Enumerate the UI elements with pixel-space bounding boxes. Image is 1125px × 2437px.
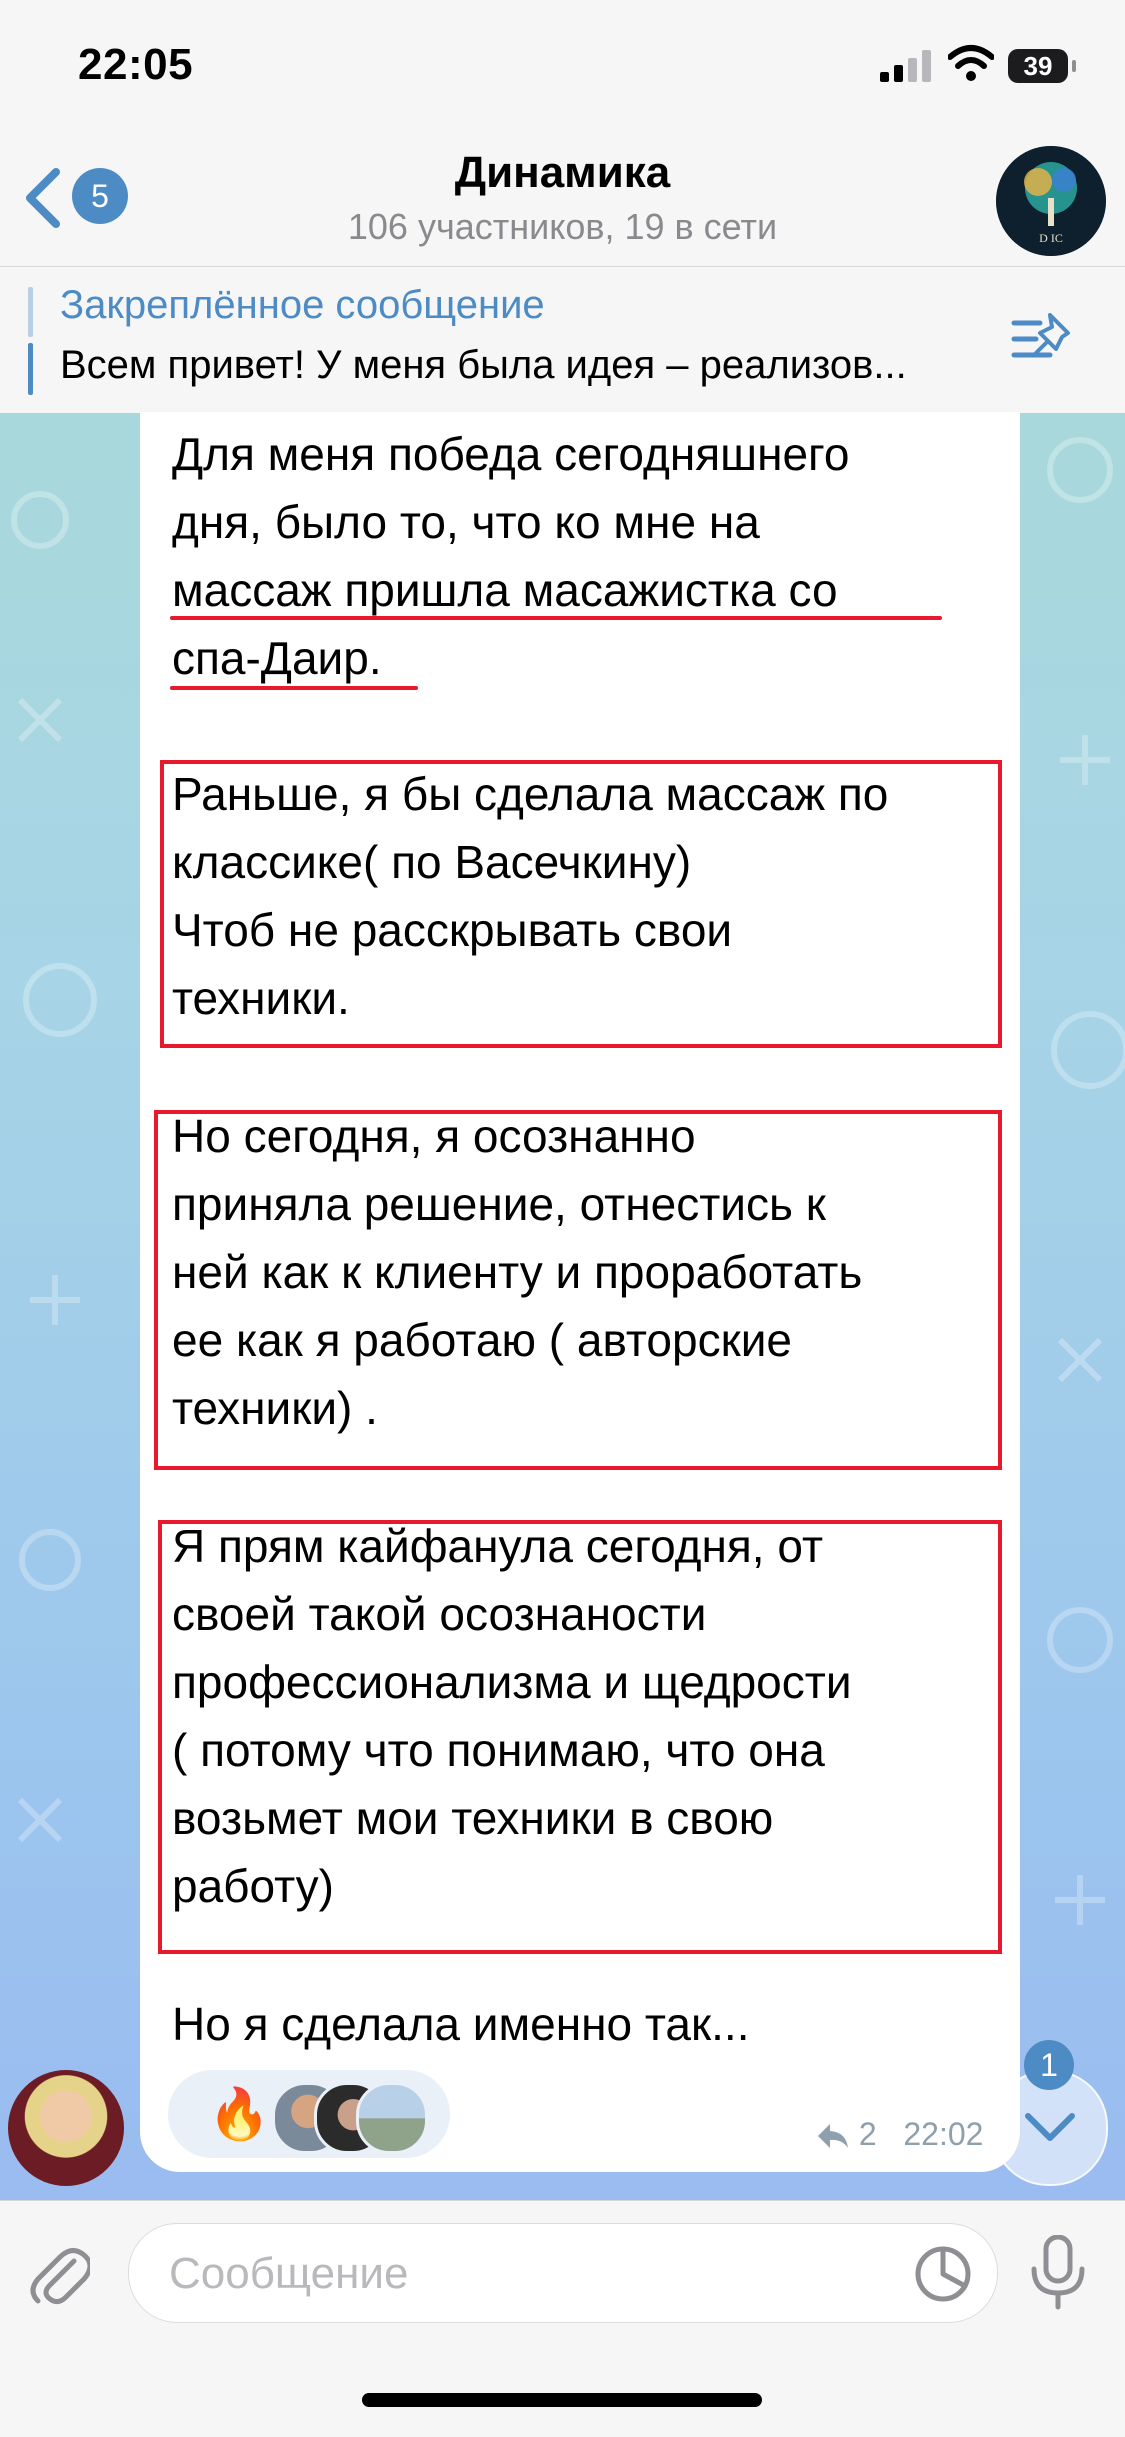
pinned-message-bar[interactable] — [0, 266, 1125, 414]
message-paragraph: Но я сделала именно так... — [172, 1998, 750, 2050]
pin-indicator — [28, 287, 33, 337]
sticker-icon — [913, 2244, 973, 2304]
cellular-signal-icon — [880, 50, 932, 87]
message-meta — [816, 2116, 983, 2153]
message-paragraph: Для меня победа сегодняшнего дня, было то, что ко мне на массаж пришла масажистка со спа-Даир. — [172, 428, 850, 684]
paperclip-icon — [28, 2239, 90, 2311]
status-time: 22:05 — [78, 40, 194, 89]
message-time: 22:02 — [903, 2116, 984, 2152]
status-bar — [0, 0, 1125, 140]
battery-indicator: 39 — [1008, 49, 1068, 83]
message-input[interactable] — [167, 2246, 871, 2302]
message-paragraph: Я прям кайфанула сегодня, от своей такой осознаности профессионализма и щедрости ( потому что понимаю, что она возьмет мои техники в свою работу) — [172, 1520, 852, 1912]
chat-title[interactable]: Динамика — [454, 148, 671, 197]
message-paragraph: Раньше, я бы сделала массаж по классике( по Васечкину) Чтоб не расскрывать свои техники. — [172, 768, 889, 1024]
pin-indicator-active — [28, 343, 33, 395]
sticker-button[interactable] — [913, 2244, 973, 2309]
fire-reaction-icon: 🔥 — [208, 2086, 271, 2142]
attach-button[interactable] — [28, 2239, 90, 2316]
reply-arrow-icon — [816, 2122, 850, 2150]
chevron-down-icon — [1024, 2112, 1076, 2144]
svg-text:D IC: D IC — [1039, 231, 1063, 245]
reply-count[interactable]: 2 — [858, 2116, 877, 2152]
pinned-title: Закреплённое сообщение — [60, 283, 545, 327]
reaction-chip[interactable] — [168, 2070, 450, 2158]
unread-count-badge: 1 — [1024, 2040, 1074, 2090]
sender-avatar[interactable] — [8, 2070, 124, 2186]
message-paragraph: Но сегодня, я осознанно приняла решение, отнестись к ней как к клиенту и проработать ее как я работаю ( авторские техники) . — [172, 1110, 863, 1434]
unread-chats-badge: 5 — [72, 168, 128, 224]
chat-subtitle: 106 участников, 19 в сети — [347, 206, 778, 247]
wifi-icon — [948, 44, 994, 87]
message-input-field[interactable] — [128, 2223, 998, 2323]
red-underline — [170, 616, 942, 620]
pinned-list-icon[interactable] — [1010, 307, 1078, 376]
voice-record-button[interactable] — [1028, 2235, 1088, 2316]
tree-logo-icon — [996, 146, 1106, 256]
pinned-text: Всем привет! У меня была идея – реализов... — [60, 343, 907, 387]
composer-bar — [0, 2200, 1125, 2437]
home-indicator — [362, 2393, 762, 2407]
red-underline — [170, 686, 418, 690]
microphone-icon — [1028, 2235, 1088, 2311]
group-avatar[interactable] — [996, 146, 1106, 256]
reactor-avatar — [356, 2082, 428, 2154]
